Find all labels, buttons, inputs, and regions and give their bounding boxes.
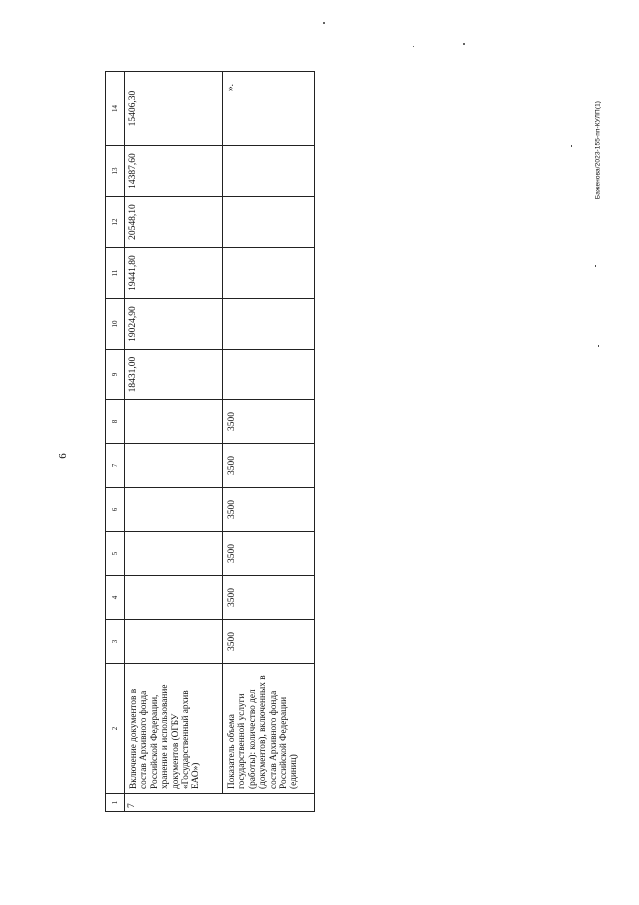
column-number: 13 [106,146,125,197]
table-row [125,72,223,812]
rotated-table [105,72,305,812]
volume-cell: 3500 [223,400,315,444]
scan-speck [571,145,572,147]
row-description: Показатель объема государственной услуги (работы): количество дел (документов), включенных в состав Архивного фонда Российской Федерации (единиц) [223,664,315,794]
column-number: 1 [106,794,125,812]
empty-cell [125,576,223,620]
empty-cell [125,532,223,576]
column-number: 11 [106,248,125,299]
empty-cell [223,299,315,350]
amount-cell: 19024,90 [125,299,223,350]
volume-cell: 3500 [223,444,315,488]
volume-cell: 3500 [223,620,315,664]
empty-cell [125,400,223,444]
column-number: 4 [106,576,125,620]
column-number: 7 [106,444,125,488]
row-description: Включение документов в состав Архивного фонда Российской Федерации, хранение и использование документов (ОГБУ «Государственный архив ЕАО») [125,664,223,794]
empty-cell [223,248,315,299]
column-number: 2 [106,664,125,794]
rotated-table-container [105,72,305,812]
empty-cell [223,197,315,248]
column-number-row [106,72,125,812]
table-row [223,72,315,812]
financing-table [105,71,315,812]
amount-cell: 20548,10 [125,197,223,248]
volume-cell: 3500 [223,532,315,576]
document-id-text: Баженова/2023-155-пп-КУЛП(1) [594,100,602,200]
column-number: 14 [106,72,125,146]
column-number: 5 [106,532,125,576]
amount-cell: 19441,80 [125,248,223,299]
scan-speck [595,265,596,267]
column-number: 6 [106,488,125,532]
column-number: 3 [106,620,125,664]
closing-quote-mark: ». [223,72,315,146]
scan-speck [413,46,414,47]
page-number: 6 [57,453,69,459]
volume-cell: 3500 [223,576,315,620]
column-number: 9 [106,350,125,400]
amount-cell: 14387,60 [125,146,223,197]
column-number: 10 [106,299,125,350]
scan-speck [323,22,325,24]
empty-cell [223,146,315,197]
empty-cell [125,444,223,488]
row-number: 7 [125,794,315,812]
scan-speck [463,43,465,45]
scan-speck [598,345,599,347]
amount-cell: 18431,00 [125,350,223,400]
column-number: 8 [106,400,125,444]
empty-cell [223,350,315,400]
volume-cell: 3500 [223,488,315,532]
empty-cell [125,620,223,664]
column-number: 12 [106,197,125,248]
empty-cell [125,488,223,532]
amount-cell: 15406,30 [125,72,223,146]
